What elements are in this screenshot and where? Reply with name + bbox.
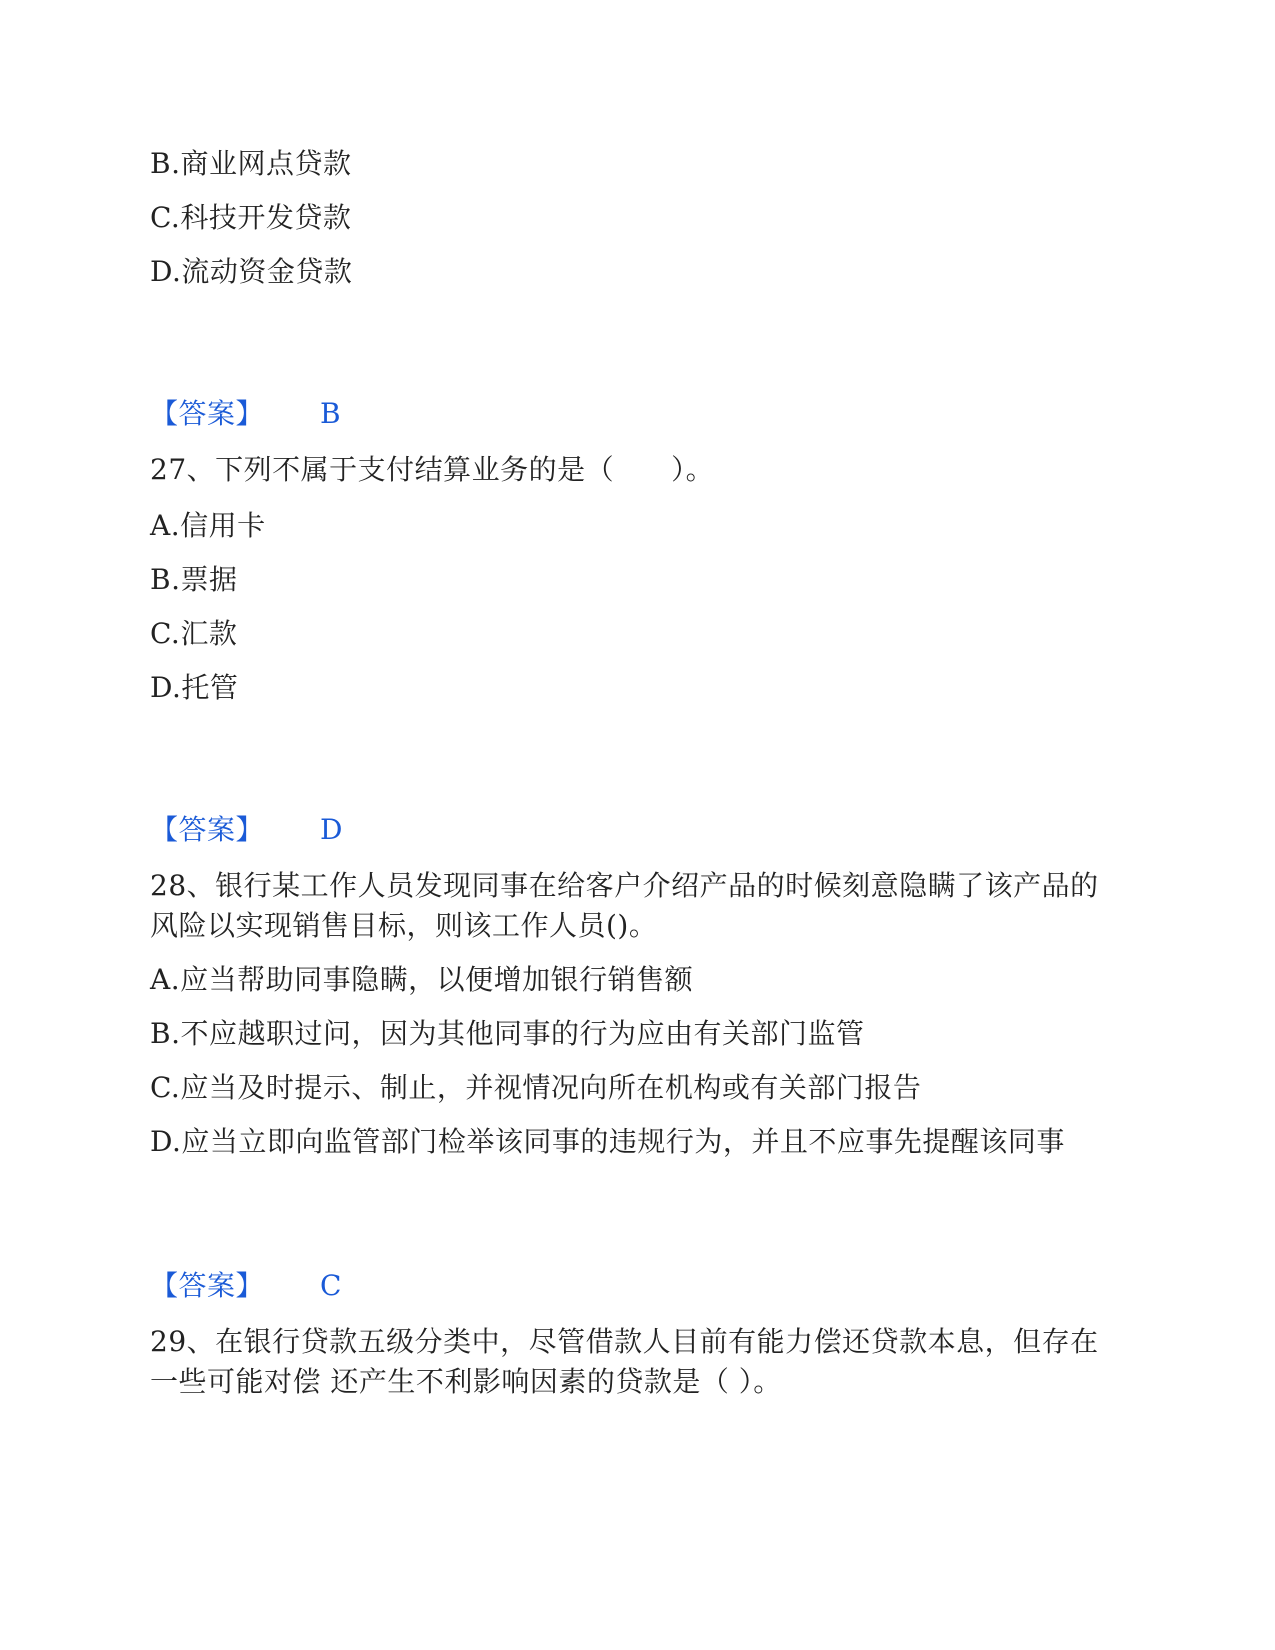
q29-stem-line1: 29、在银行贷款五级分类中，尽管借款人目前有能力偿还贷款本息，但存在 [150, 1325, 1099, 1358]
q26-answer [150, 396, 341, 432]
q28-answer [150, 1268, 342, 1304]
answer-value: B [320, 397, 342, 430]
answer-label: 【答案】 [150, 1269, 265, 1302]
answer-label: 【答案】 [150, 813, 265, 846]
q27-answer [150, 812, 343, 848]
answer-label: 【答案】 [150, 397, 265, 430]
q28-stem-line1: 28、银行某工作人员发现同事在给客户介绍产品的时候刻意隐瞒了该产品的 [150, 869, 1099, 902]
q29-stem-line2: 一些可能对偿 还产生不利影响因素的贷款是（ ）。 [150, 1365, 782, 1398]
q26-option-d: D.流动资金贷款 [150, 255, 353, 288]
q26-option-b: B.商业网点贷款 [150, 147, 352, 180]
answer-value: D [320, 813, 343, 846]
q26-option-c: C.科技开发贷款 [150, 201, 352, 234]
q28-option-b: B.不应越职过问，因为其他同事的行为应由有关部门监管 [150, 1017, 865, 1050]
q28-option-c: C.应当及时提示、制止，并视情况向所在机构或有关部门报告 [150, 1071, 922, 1104]
q28-option-a: A.应当帮助同事隐瞒，以便增加银行销售额 [150, 963, 694, 996]
answer-value: C [320, 1269, 342, 1302]
q27-stem: 27、下列不属于支付结算业务的是（ ）。 [150, 453, 715, 486]
q27-option-b: B.票据 [150, 563, 238, 596]
q27-option-c: C.汇款 [150, 617, 238, 650]
q27-option-a: A.信用卡 [150, 509, 266, 542]
q28-stem-line2: 风险以实现销售目标，则该工作人员()。 [150, 909, 658, 942]
q28-option-d: D.应当立即向监管部门检举该同事的违规行为，并且不应事先提醒该同事 [150, 1125, 1065, 1158]
q27-option-d: D.托管 [150, 671, 239, 704]
